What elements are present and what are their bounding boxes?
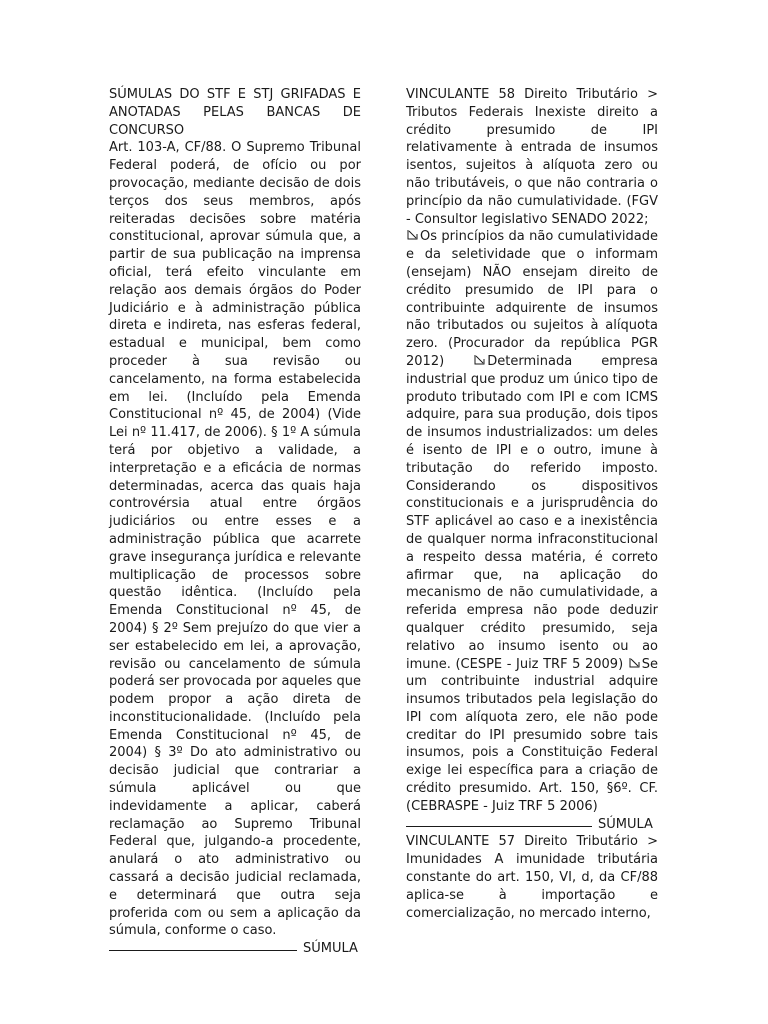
section-divider-line bbox=[406, 816, 658, 834]
arrow-down-right-icon bbox=[406, 229, 418, 241]
divider-rule bbox=[109, 949, 297, 951]
article-text: Art. 103-A, CF/88. O Supremo Tribunal Federal poderá, de ofício ou por provocação, mediante decisão de dois terços dos seus membros, após reiteradas decisões sobre matéria constitucional, aprovar súmula que, a partir de sua publicação na imprensa oficial, terá efeito vinculante em relação aos demais órgãos do Poder Judiciário e à administração pública direta e indireta, nas esferas federal, estadual e municipal, bem como proceder à sua revisão ou cancelamento, na forma estabelecida em lei. (Incluído pela Emenda Constitucional nº 45, de 2004) (Vide Lei nº 11.417, de 2006). § 1º A súmula terá por objetivo a validade, a interpretação e a eficácia de normas determinadas, acerca das quais haja controvérsia atual entre órgãos judiciários ou entre esses e a administração pública que acarrete grave insegurança jurídica e relevante multiplicação de processos sobre questão idêntica. (Incluído pela Emenda Constitucional nº 45, de 2004) § 2º Sem prejuízo do que vier a ser estabelecido em lei, a aprovação, revisão ou cancelamento de súmula poderá ser provocada por aqueles que podem propor a ação direta de inconstitucionalidade. (Incluído pela Emenda Constitucional nº 45, de 2004) § 3º Do ato administrativo ou decisão judicial que contrariar a súmula aplicável ou que indevidamente a aplicar, caberá reclamação ao Supremo Tribunal Federal que, julgando-a procedente, anulará o ato administrativo ou cassará a decisão judicial reclamada, e determinará que outra seja proferida com ou sem a aplicação da súmula, conforme o caso. bbox=[109, 140, 361, 939]
arrow-down-right-icon bbox=[473, 354, 485, 366]
annotation-item-3: Se um contribuinte industrial adquire insumos tributados pela legislação do IPI com alíquota zero, ele não pode creditar do IPI presumido sobre tais insumos, pois a Constituição Federal exige lei específica para a criação de crédito presumido. Art. 150, §6º. CF. (CEBRASPE - Juiz TRF 5 2006) bbox=[406, 656, 658, 814]
divider-rule bbox=[406, 825, 592, 827]
right-column bbox=[406, 86, 658, 922]
sumula-58-text: VINCULANTE 58 Direito Tributário > Tributos Federais Inexiste direito a crédito presumido de IPI relativamente à entrada de insumos isentos, sujeitos à alíquota zero ou não tributáveis, o que não contraria o princípio da não cumulatividade. (FGV - Consultor legislativo SENADO 2022; bbox=[406, 87, 658, 227]
document-heading: SÚMULAS DO STF E STJ GRIFADAS E ANOTADAS PELAS BANCAS DE CONCURSO bbox=[109, 87, 361, 138]
annotation-paragraph bbox=[406, 228, 658, 815]
sumula-57-text: VINCULANTE 57 Direito Tributário > Imunidades A imunidade tributária constante do art. 150, VI, d, da CF/88 aplica-se à importação e comercialização, no mercado interno, bbox=[406, 834, 658, 921]
annotation-item-1: Os princípios da não cumulatividade e da seletividade que o informam (ensejam) NÃO ensejam direito de crédito presumido de IPI para o contribuinte adquirente de insumos não tributados ou sujeitos à alíquota zero. (Procurador da república PGR 2012) bbox=[406, 229, 658, 369]
sumula-label: SÚMULA bbox=[303, 941, 358, 957]
sumula-label: SÚMULA bbox=[598, 816, 653, 832]
section-divider-line bbox=[109, 940, 361, 958]
annotation-item-2: Determinada empresa industrial que produz um único tipo de produto tributado com IPI e com ICMS adquire, para sua produção, dois tipos de insumos industrializados: um deles é isento de IPI e o outro, imune à tributação do referido imposto. Considerando os dispositivos constitucionais e a jurisprudência do STF aplicável ao caso e a inexistência de qualquer norma infraconstitucional a respeito dessa matéria, é correto afirmar que, na aplicação do mecanismo de não cumulatividade, a referida empresa não pode deduzir qualquer crédito presumido, seja relativo ao insumo isento ou ao imune. (CESPE - Juiz TRF 5 2009) bbox=[406, 353, 658, 672]
left-column bbox=[109, 86, 361, 958]
arrow-down-right-icon bbox=[628, 657, 640, 669]
